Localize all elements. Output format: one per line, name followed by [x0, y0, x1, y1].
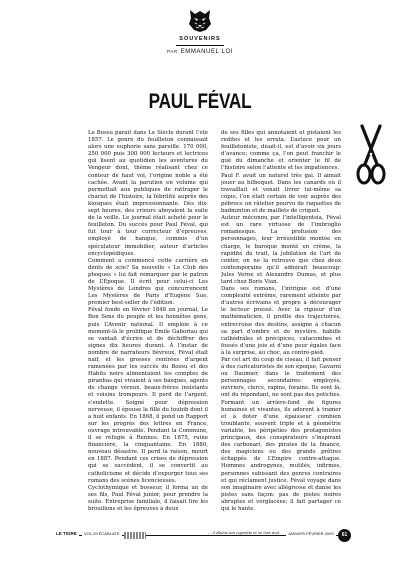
byline-prefix: PAR [166, 49, 178, 54]
paragraph: Paul F. avait un naturel très gai. Il aimait jouer au bilboquet. Dans les canards où il travaillait et venait livrer lui-même sa copie, l’on était certain de voir auprès des pébrocs un râtelier pourvu de raquettes de badminton et de maillets de criquet. [221, 172, 341, 215]
article-column-1 [88, 130, 208, 524]
footer-issue: VOL.29 ÉCARLATE [84, 531, 120, 536]
paragraph: Cyclothymique et bosseur, il forma un de ses fils, Paul Féval junior, pour prendre la suite. Entreprise familiale, il faisait lire les brouillons et les épreuves à deux [88, 484, 208, 512]
barcode-icon [124, 532, 146, 539]
footer-date: JANVIER-FÉVRIER 2009 [288, 531, 334, 536]
paragraph: Féval fonde en février 1848 un journal, Le Bon Sens du peuple et les honnêtes gens, puis L’Avenir national. Il emploie à ce moment-là le prolifique Émile Gaboriau qui se vantait d’écrire et de déchiffrer des signes dix heures durant. À l’instar de nombre de narrateurs fiévreux, Féval était naïf, et les grosses rentrées d’argent ramenées par les succès du Bossu et des Habits noirs alimentaient les comptes de piranhas qui vivaient à ses basques, agents de change véreux, beaux-frères insistants et voisins trompeurs. Il perd de l’argent, s’endette. Soigné pour dépression nerveuse, il épouse la fille du toubib dont il a huit enfants. En 1868, il pond un Rapport sur les progrès des lettres en France, ouvrage introuvable. Pendant la Commune, il se réfugie à Rennes. En 1875, ruine financière, la cinquantaine. En 1880, nouveau désastre. Il perd la raison, meurt en 1887. Pendant ces crises de dépression qui se succèdent, il se convertit au catholicisme et décide d’expurger tous ses romans des scènes licencieuses. [88, 307, 208, 484]
paragraph: Dans ses romans, l’intrigue est d’une complexité extrême, rarement atteinte par d’autres écrivains et propre à décourager le lecteur pressé. Avec la rigueur d’un mathématicien, il profile des trajectoires, entrecroise des destins, assigne à chacun sa part d’ombre et de mystère, habille cathédrales et précipices, catacombes et fossés d’une joie et d’une peur égales face à la surprise, au choc, au contre-pied. [221, 286, 341, 356]
paragraph: Auteur méconnu par l’intelligentsia, Féval est un rare virtuose de l’imbroglio romanesque. La profusion des personnages, leur irrésistible montée en charge, le baroque monté en crème, la rapidité du trait, la jubilation de l’art de conter, on ne la retrouve que chez deux contemporains qu’il admirait beaucoup: Jules Verne et Alexandre Dumas, et plus tard chez Boris Vian. [221, 215, 341, 285]
paragraph: de ses filles qui annotaient et pistaient les redites et les errata. L’astuce pour un feuilletoniste, disait-il, est d’avoir six jours d’avance; comme ça, l’on peut franchir le gué du dimanche et orienter le fil de l’histoire selon l’attente et les impatiences. [221, 130, 341, 172]
page-number: 61 [338, 529, 351, 542]
author-name: EMMANUEL LOI [180, 49, 234, 55]
footer-quote: ... il allume son cigarette et ne tout seul. [208, 531, 280, 535]
scissors-icon [355, 124, 387, 188]
paragraph: Le Bossu paraît dans Le Siècle durant l’été 1857. Le genre du feuilleton connaissait alors une euphorie sans pareille. 170 000, 250 000 puis 300 000 lecteurs et lectrices qui lisent au quotidien les aventures du Vengeur dont, thème réalisant chez ce conteur de haut vol, l’origine noble a été cachée. Avant la parution en volume qui permettait aux publiques de rattraper le chariot de l’histoire, la fébrilité auprès des kiosques était impressionnante. Dès dix-sept heures, des crieurs aboyaient la suite de la veille. Le journal était acheté pour le feuilleton. Du succès pour Paul Féval, qui fut tour à tour correcteur d’épreuves, employé de banque, commis d’un spéculateur immobilier, auteur d’articles encyclopédiques. [88, 130, 208, 257]
section-rubric: SOUVENIRS [179, 36, 221, 42]
tiger-head-icon [186, 6, 214, 34]
paragraph: Par cet art du coup de ciseau, il fait penser à des caricaturistes de son époque, Gavarni ou Daumier, dans le traitement des personnages secondaires: employés, ouvriers, clercs, rapins, forains. Ils sont là, ont du répondant, ne sont pas des potiches. Formant un arrière-fond de figures humaines et vivantes, ils adorent à tramer et à doter d’une épaisseur combien troublante, souvent triple et à géométrie variable, les péripéties des protagonistes principaux, des conspirateurs s’inspirant des carbonari, des pirates de la finance, des magiciens ou des grands prêtres échappés de L’Empire contre-attaque. Hommes androgynes, mutilés, infirmes, personnes subissant des genres contraires et qui réclament justice. Féval voyage dans son imaginaire avec allégresse et danse les pistes sans façon: pas de pistes noires abruptes et verglacées; il fait partager ce qui le hante. [221, 357, 341, 512]
footer-brand: LE TIGRE [56, 531, 77, 536]
byline [0, 49, 400, 55]
paragraph: Comment a commencé cette carrière en dents de scie? Sa nouvelle « Le Club des phoques » lui fait remarquer par le patron de L’Époque. Il écrit pour celui-ci Les Mystères de Londres qui concurrencent Les Mystères de Paris d’Eugène Sue, premier best-seller de l’édition. [88, 257, 208, 307]
page-footer [56, 531, 346, 541]
article-column-2 [221, 130, 341, 524]
rubric-divider [176, 45, 224, 46]
article-title: PAUL FÉVAL [148, 90, 252, 113]
